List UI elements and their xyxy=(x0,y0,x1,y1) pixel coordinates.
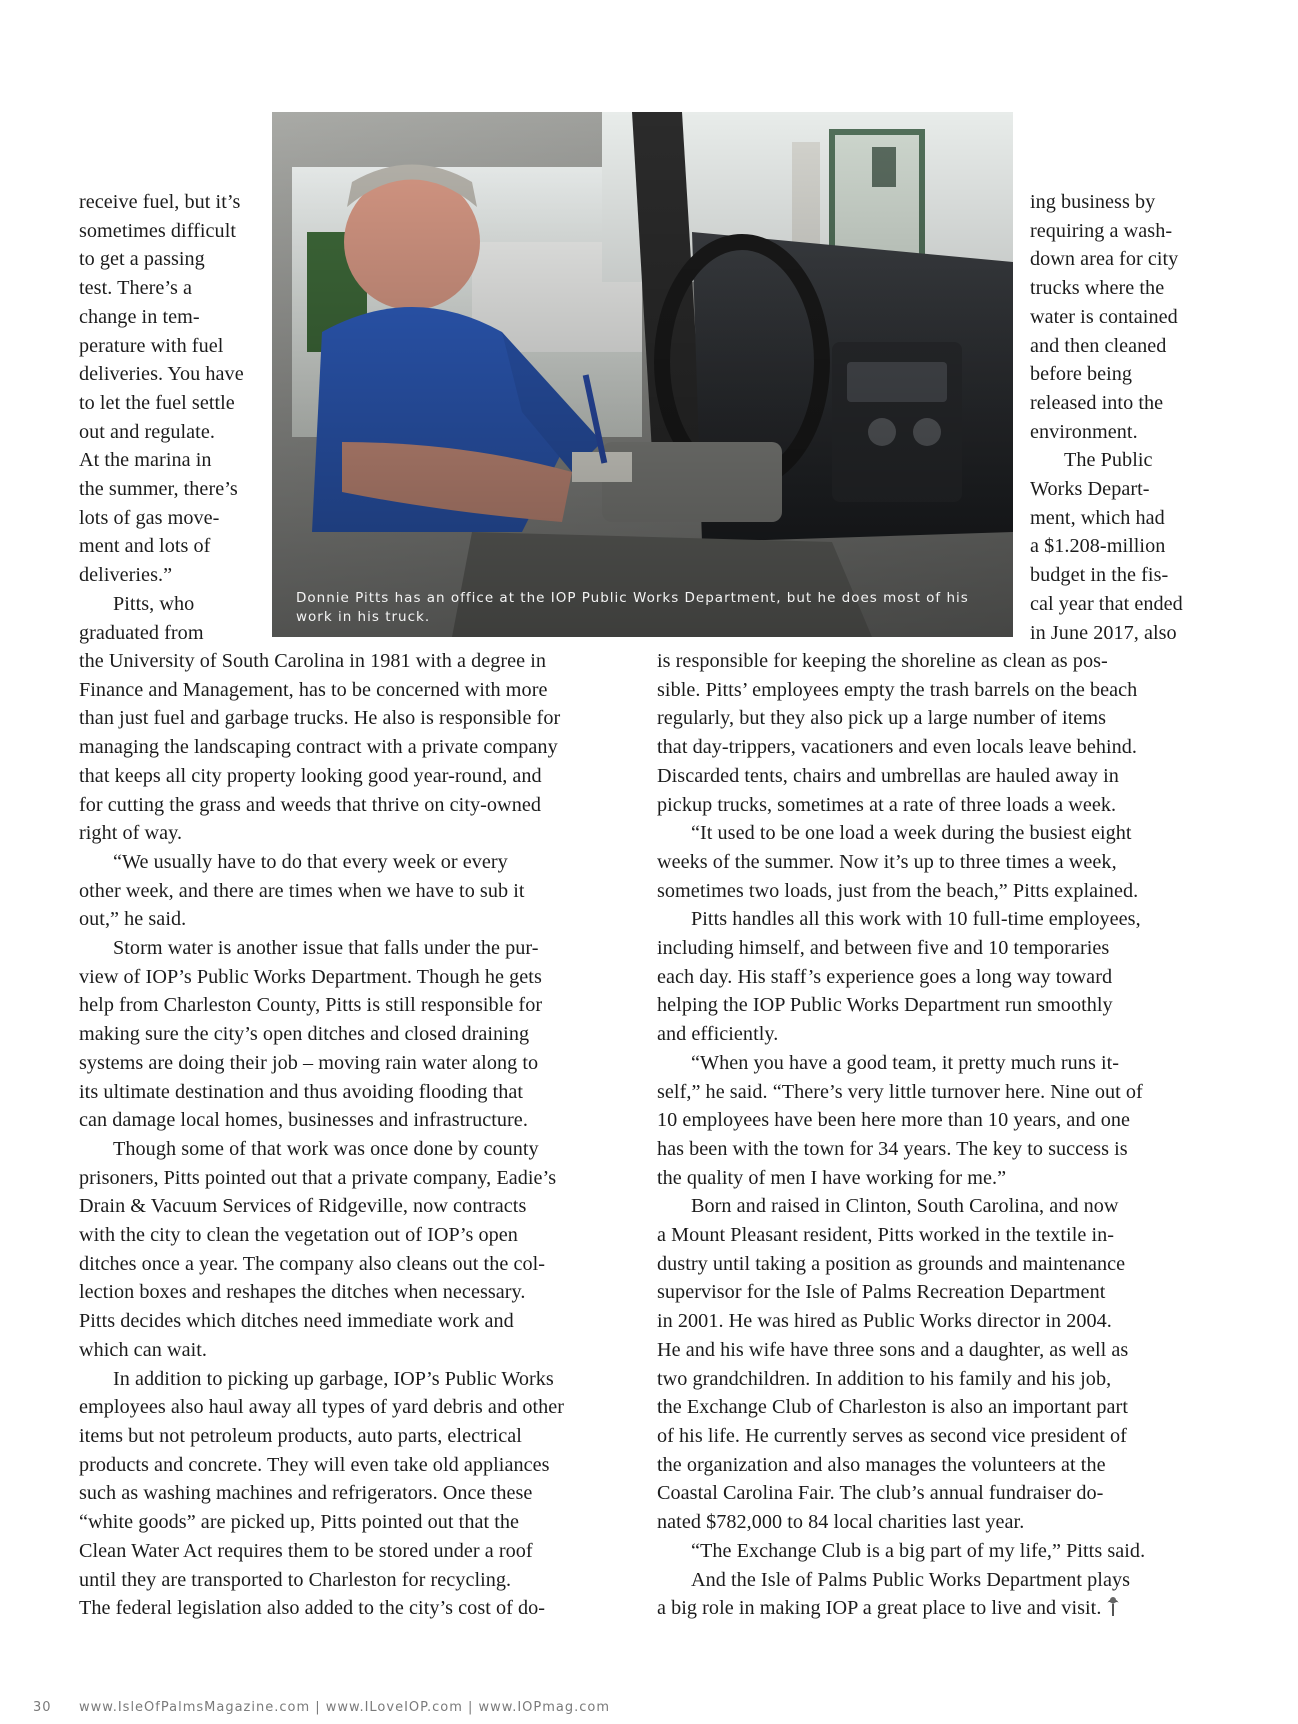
article-paragraph xyxy=(1030,188,1230,446)
text-line: before being xyxy=(1030,363,1133,386)
text-line: At the marina in xyxy=(79,449,212,472)
text-line: for cutting the grass and weeds that thrive on city-owned xyxy=(79,793,541,816)
text-line: lection boxes and reshapes the ditches when necessary. xyxy=(79,1281,526,1304)
text-line: change in tem- xyxy=(79,305,200,328)
text-line: Discarded tents, chairs and umbrellas are hauled away in xyxy=(657,764,1119,787)
footer-urls: www.IsleOfPalmsMagazine.com | www.ILoveIOP.com | www.IOPmag.com xyxy=(79,1700,611,1715)
text-line: a Mount Pleasant resident, Pitts worked in the textile in- xyxy=(657,1224,1115,1247)
text-line: employees also haul away all types of yard debris and other xyxy=(79,1396,565,1419)
article-paragraph xyxy=(657,1049,1217,1193)
text-line: has been with the town for 34 years. The key to success is xyxy=(657,1137,1128,1160)
text-line: down area for city xyxy=(1030,248,1179,271)
article-paragraph xyxy=(79,590,259,647)
text-line: products and concrete. They will even take old appliances xyxy=(79,1453,550,1476)
text-line: until they are transported to Charleston for recycling. xyxy=(79,1568,512,1591)
text-line: 10 employees have been here more than 10 years, and one xyxy=(657,1109,1131,1132)
truck-office-photo xyxy=(272,112,1013,637)
text-line: than just fuel and garbage trucks. He also is responsible for xyxy=(79,707,561,730)
text-line: sometimes difficult xyxy=(79,219,237,242)
text-line: Pitts, who xyxy=(113,592,195,615)
right-wide-column xyxy=(657,647,1217,1625)
text-line: out,” he said. xyxy=(79,908,187,931)
text-line: Born and raised in Clinton, South Carolina, and now xyxy=(691,1195,1119,1218)
text-line: environment. xyxy=(1030,420,1138,443)
photo-illustration xyxy=(272,112,1013,637)
text-line: a $1.208-million xyxy=(1030,535,1166,558)
text-line: such as washing machines and refrigerators. Once these xyxy=(79,1482,533,1505)
text-line: Pitts decides which ditches need immediate work and xyxy=(79,1310,514,1333)
text-line: pickup trucks, sometimes at a rate of three loads a week. xyxy=(657,793,1117,816)
article-paragraph xyxy=(657,819,1217,905)
text-line: ing business by xyxy=(1030,191,1156,213)
text-line: graduated from xyxy=(79,621,204,644)
text-line: out and regulate. xyxy=(79,420,215,443)
text-line: each day. His staff’s experience goes a long way toward xyxy=(657,965,1113,988)
text-line: prisoners, Pitts pointed out that a private company, Eadie’s xyxy=(79,1166,557,1189)
text-line: “white goods” are picked up, Pitts pointed out that the xyxy=(79,1511,520,1534)
text-line: sible. Pitts’ employees empty the trash barrels on the beach xyxy=(657,678,1138,701)
text-line: helping the IOP Public Works Department run smoothly xyxy=(657,994,1113,1017)
text-line: water is contained xyxy=(1030,305,1178,328)
text-line: and then cleaned xyxy=(1030,334,1167,357)
article-paragraph xyxy=(657,1192,1217,1536)
article-paragraph xyxy=(79,1365,639,1623)
text-line: The Public xyxy=(1064,449,1153,472)
text-line: a big role in making IOP a great place to live and visit. xyxy=(657,1594,1217,1625)
text-line: Coastal Carolina Fair. The club’s annual fundraiser do- xyxy=(657,1482,1104,1505)
text-line: ment and lots of xyxy=(79,535,211,558)
text-line: receive fuel, but it’s xyxy=(79,191,241,213)
text-line: Finance and Management, has to be concerned with more xyxy=(79,678,548,701)
article-paragraph xyxy=(657,647,1217,819)
text-line: nated $782,000 to 84 local charities last year. xyxy=(657,1511,1025,1534)
text-line: managing the landscaping contract with a private company xyxy=(79,736,558,759)
article-paragraph xyxy=(657,1537,1217,1566)
text-line: “When you have a good team, it pretty much runs it- xyxy=(691,1051,1120,1074)
text-line: The federal legislation also added to the city’s cost of do- xyxy=(79,1597,546,1620)
text-line: “The Exchange Club is a big part of my life,” Pitts said. xyxy=(691,1539,1146,1562)
article-paragraph xyxy=(79,848,639,934)
text-line: lots of gas move- xyxy=(79,506,220,529)
text-line: the Exchange Club of Charleston is also an important part xyxy=(657,1396,1128,1419)
right-narrow-column xyxy=(1030,188,1230,647)
left-narrow-column xyxy=(79,188,259,647)
text-line: Clean Water Act requires them to be stored under a roof xyxy=(79,1539,533,1562)
text-line: Works Depart- xyxy=(1030,478,1150,501)
text-line: cal year that ended xyxy=(1030,592,1183,615)
text-line: other week, and there are times when we have to sub it xyxy=(79,879,525,902)
article-paragraph xyxy=(1030,446,1230,647)
text-line: weeks of the summer. Now it’s up to three times a week, xyxy=(657,850,1117,873)
text-line: “We usually have to do that every week or every xyxy=(113,850,508,873)
text-line: perature with fuel xyxy=(79,334,224,357)
text-line: to let the fuel settle xyxy=(79,391,235,414)
text-line: with the city to clean the vegetation out of IOP’s open xyxy=(79,1224,518,1247)
text-line: the quality of men I have working for me.” xyxy=(657,1166,1007,1189)
page-footer xyxy=(33,1700,933,1724)
text-line: And the Isle of Palms Public Works Department plays xyxy=(691,1568,1131,1591)
text-line: In addition to picking up garbage, IOP’s Public Works xyxy=(113,1367,554,1390)
photo-caption: Donnie Pitts has an office at the IOP Public Works Department, but he does most of his work in his truck. xyxy=(296,590,969,625)
text-line: can damage local homes, businesses and infrastructure. xyxy=(79,1109,528,1132)
palm-tree-end-mark-icon xyxy=(1107,1596,1119,1625)
text-line: including himself, and between five and 10 temporaries xyxy=(657,937,1110,960)
text-line: making sure the city’s open ditches and closed draining xyxy=(79,1023,530,1046)
text-line: Though some of that work was once done by county xyxy=(113,1137,539,1160)
text-line: two grandchildren. In addition to his family and his job, xyxy=(657,1367,1112,1390)
text-line: ditches once a year. The company also cleans out the col- xyxy=(79,1252,546,1275)
text-line: dustry until taking a position as grounds and maintenance xyxy=(657,1252,1126,1275)
text-line: its ultimate destination and thus avoiding flooding that xyxy=(79,1080,524,1103)
text-line: requiring a wash- xyxy=(1030,219,1173,242)
text-line: is responsible for keeping the shoreline as clean as pos- xyxy=(657,650,1108,672)
article-paragraph xyxy=(79,188,259,590)
article-paragraph xyxy=(657,905,1217,1049)
text-line: sometimes two loads, just from the beach,” Pitts explained. xyxy=(657,879,1139,902)
text-line: right of way. xyxy=(79,822,183,845)
text-line: and efficiently. xyxy=(657,1023,779,1046)
text-line: items but not petroleum products, auto parts, electrical xyxy=(79,1424,522,1447)
text-line: the organization and also manages the volunteers at the xyxy=(657,1453,1106,1476)
text-line: in 2001. He was hired as Public Works director in 2004. xyxy=(657,1310,1112,1333)
text-line: supervisor for the Isle of Palms Recreation Department xyxy=(657,1281,1106,1304)
text-line: deliveries. You have xyxy=(79,363,244,386)
text-line: that keeps all city property looking good year-round, and xyxy=(79,764,542,787)
text-line: He and his wife have three sons and a daughter, as well as xyxy=(657,1338,1129,1361)
article-paragraph xyxy=(79,1135,639,1365)
text-line: which can wait. xyxy=(79,1338,207,1361)
text-line: help from Charleston County, Pitts is still responsible for xyxy=(79,994,543,1017)
text-line: view of IOP’s Public Works Department. Though he gets xyxy=(79,965,542,988)
article-paragraph xyxy=(79,934,639,1135)
text-line: to get a passing xyxy=(79,248,205,271)
text-line: trucks where the xyxy=(1030,277,1165,300)
text-line: “It used to be one load a week during the busiest eight xyxy=(691,822,1132,845)
left-wide-column xyxy=(79,647,639,1623)
text-line: systems are doing their job – moving rain water along to xyxy=(79,1051,539,1074)
text-line: in June 2017, also xyxy=(1030,621,1177,644)
text-line: the summer, there’s xyxy=(79,478,238,501)
text-line: Drain & Vacuum Services of Ridgeville, now contracts xyxy=(79,1195,527,1218)
text-line: the University of South Carolina in 1981 with a degree in xyxy=(79,650,547,672)
article-paragraph xyxy=(79,647,639,848)
text-line: that day-trippers, vacationers and even locals leave behind. xyxy=(657,736,1138,759)
text-line: Pitts handles all this work with 10 full-time employees, xyxy=(691,908,1141,931)
text-line: regularly, but they also pick up a large number of items xyxy=(657,707,1107,730)
text-line: deliveries.” xyxy=(79,564,173,587)
text-line: self,” he said. “There’s very little turnover here. Nine out of xyxy=(657,1080,1143,1103)
text-line: of his life. He currently serves as second vice president of xyxy=(657,1424,1127,1447)
text-line: released into the xyxy=(1030,391,1164,414)
article-paragraph xyxy=(657,1566,1217,1625)
text-line: budget in the fis- xyxy=(1030,564,1169,587)
page-number: 30 xyxy=(33,1700,52,1715)
text-line: Storm water is another issue that falls under the pur- xyxy=(113,937,539,960)
text-line: test. There’s a xyxy=(79,277,193,300)
text-line: ment, which had xyxy=(1030,506,1165,529)
